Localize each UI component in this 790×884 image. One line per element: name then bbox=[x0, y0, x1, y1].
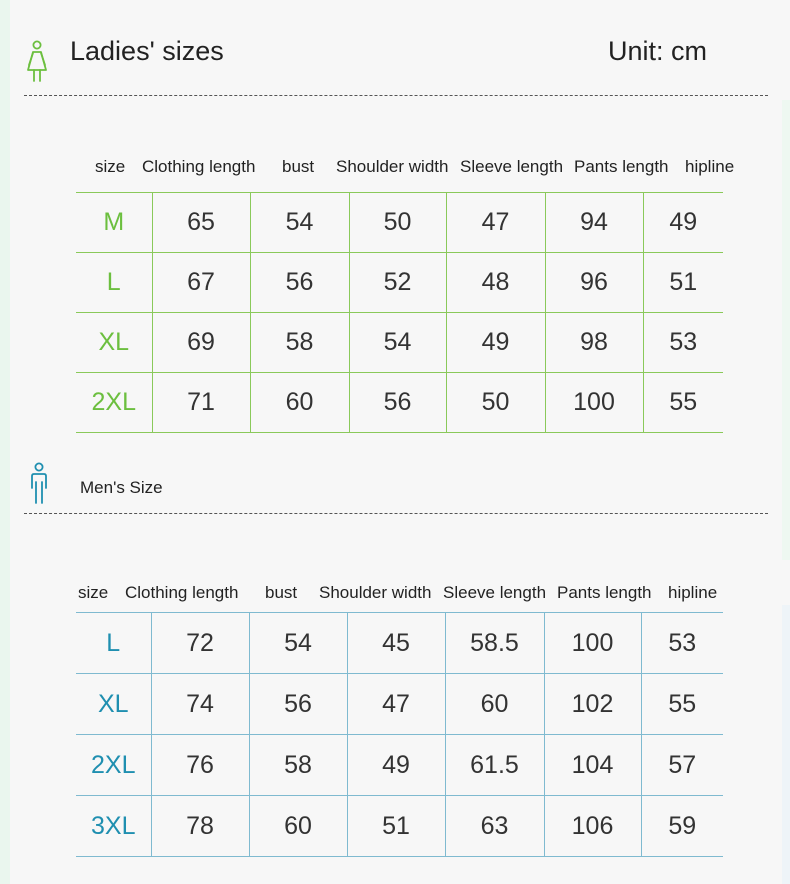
left-edge-band bbox=[0, 0, 10, 884]
table-cell: 63 bbox=[445, 796, 544, 857]
table-cell: 61.5 bbox=[445, 735, 544, 796]
table-cell: 58.5 bbox=[445, 613, 544, 674]
table-cell: 60 bbox=[445, 674, 544, 735]
table-cell: 56 bbox=[349, 373, 446, 433]
table-cell: 54 bbox=[349, 313, 446, 373]
table-cell: 47 bbox=[446, 193, 545, 253]
table-cell: 59 bbox=[641, 796, 723, 857]
table-cell: 69 bbox=[152, 313, 250, 373]
table-cell: 98 bbox=[545, 313, 643, 373]
table-cell: 50 bbox=[349, 193, 446, 253]
men-header-size: size bbox=[78, 583, 109, 602]
table-cell: 52 bbox=[349, 253, 446, 313]
table-cell: 71 bbox=[152, 373, 250, 433]
table-row bbox=[76, 253, 723, 313]
table-cell: 58 bbox=[250, 313, 349, 373]
table-cell: 65 bbox=[152, 193, 250, 253]
table-row bbox=[76, 735, 723, 796]
table-row bbox=[76, 313, 723, 373]
table-cell: 56 bbox=[250, 253, 349, 313]
size-cell: XL bbox=[76, 313, 152, 373]
table-cell: 100 bbox=[544, 613, 641, 674]
table-cell: 49 bbox=[347, 735, 445, 796]
ladies-header-clothing-length: Clothing length bbox=[142, 157, 256, 176]
table-cell: 47 bbox=[347, 674, 445, 735]
right-edge-band bbox=[782, 100, 790, 560]
table-cell: 53 bbox=[643, 313, 723, 373]
table-cell: 60 bbox=[250, 373, 349, 433]
table-cell: 60 bbox=[249, 796, 347, 857]
table-row bbox=[76, 193, 723, 253]
ladies-size-table bbox=[76, 192, 723, 433]
female-person-icon bbox=[24, 40, 50, 84]
table-cell: 104 bbox=[544, 735, 641, 796]
men-header-bust: bust bbox=[265, 583, 298, 602]
ladies-header-pants-length: Pants length bbox=[574, 157, 669, 176]
ladies-header-shoulder-width: Shoulder width bbox=[336, 157, 449, 176]
table-cell: 51 bbox=[347, 796, 445, 857]
table-cell: 49 bbox=[643, 193, 723, 253]
table-cell: 74 bbox=[151, 674, 249, 735]
size-cell: 2XL bbox=[76, 373, 152, 433]
size-cell: M bbox=[76, 193, 152, 253]
size-cell: 3XL bbox=[76, 796, 151, 857]
men-header-hipline: hipline bbox=[668, 583, 718, 602]
section-divider bbox=[24, 95, 768, 96]
men-header-clothing-length: Clothing length bbox=[125, 583, 239, 602]
table-cell: 53 bbox=[641, 613, 723, 674]
table-cell: 96 bbox=[545, 253, 643, 313]
section-divider bbox=[24, 513, 768, 514]
size-cell: 2XL bbox=[76, 735, 151, 796]
table-cell: 50 bbox=[446, 373, 545, 433]
unit-label: Unit: cm bbox=[608, 36, 708, 66]
table-cell: 102 bbox=[544, 674, 641, 735]
table-row bbox=[76, 796, 723, 857]
right-edge-band-lower bbox=[782, 605, 790, 884]
table-cell: 76 bbox=[151, 735, 249, 796]
table-cell: 48 bbox=[446, 253, 545, 313]
table-cell: 55 bbox=[643, 373, 723, 433]
table-cell: 54 bbox=[249, 613, 347, 674]
table-cell: 45 bbox=[347, 613, 445, 674]
ladies-header-hipline: hipline bbox=[685, 157, 735, 176]
table-row bbox=[76, 674, 723, 735]
table-cell: 55 bbox=[641, 674, 723, 735]
ladies-header-size: size bbox=[95, 157, 126, 176]
size-cell: L bbox=[76, 613, 151, 674]
size-cell: XL bbox=[76, 674, 151, 735]
size-cell: L bbox=[76, 253, 152, 313]
table-cell: 51 bbox=[643, 253, 723, 313]
male-person-icon bbox=[28, 462, 50, 506]
table-cell: 72 bbox=[151, 613, 249, 674]
ladies-header-sleeve-length: Sleeve length bbox=[460, 157, 564, 176]
table-row bbox=[76, 373, 723, 433]
men-header-pants-length: Pants length bbox=[557, 583, 652, 602]
table-cell: 49 bbox=[446, 313, 545, 373]
table-cell: 54 bbox=[250, 193, 349, 253]
table-cell: 78 bbox=[151, 796, 249, 857]
men-title: Men's Size bbox=[80, 478, 163, 497]
table-row bbox=[76, 613, 723, 674]
table-cell: 58 bbox=[249, 735, 347, 796]
men-header-sleeve-length: Sleeve length bbox=[443, 583, 547, 602]
ladies-header-bust: bust bbox=[282, 157, 315, 176]
table-cell: 56 bbox=[249, 674, 347, 735]
table-cell: 100 bbox=[545, 373, 643, 433]
men-size-table bbox=[76, 612, 723, 857]
table-cell: 94 bbox=[545, 193, 643, 253]
table-cell: 67 bbox=[152, 253, 250, 313]
ladies-title: Ladies' sizes bbox=[70, 36, 224, 66]
men-header-shoulder-width: Shoulder width bbox=[319, 583, 432, 602]
table-cell: 106 bbox=[544, 796, 641, 857]
table-cell: 57 bbox=[641, 735, 723, 796]
